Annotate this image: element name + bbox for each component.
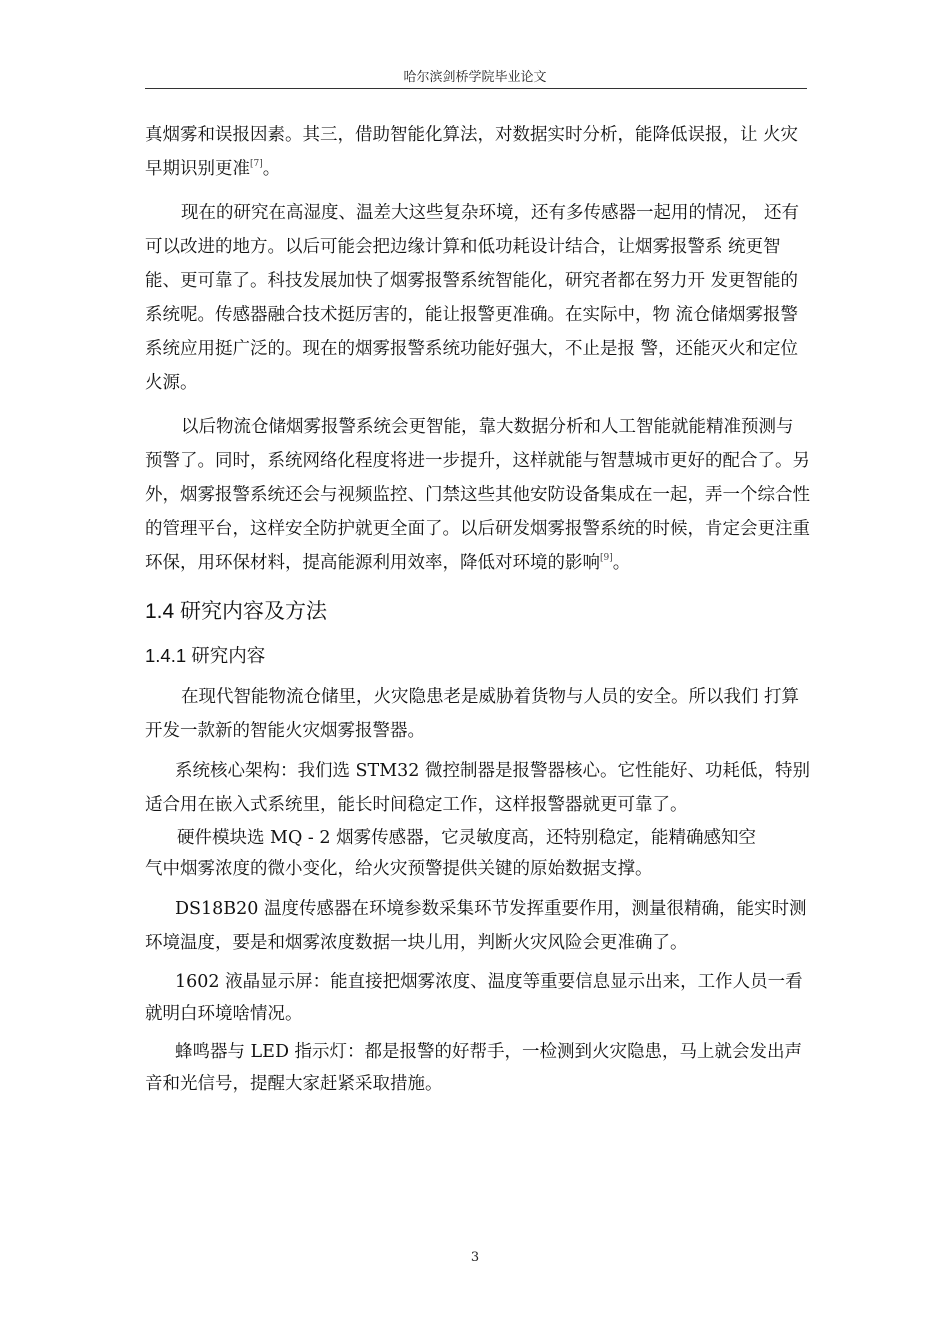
paragraph-text: 以后物流仓储烟雾报警系统会更智能，靠大数据分析和人工智能就能精准预测与预警了。同时，系统网络化程度将进一步提升，这样就能与智慧城市更好的配合了。另外，烟雾报警系统还会与视频监控、门禁这些其他安防设备集成在一起，弄一个综合性的管理平台，这样安全防护就更全面了。以后研发烟雾报警系统的时候，肯定会更注重环保，用环保材料，提高能源利用效率，降低对环境的影响	[145, 417, 810, 573]
paragraph-buzzer-led: 蜂鸣器与 LED 指示灯：都是报警的好帮手，一检测到火灾隐患，马上就会发出声音和光信号，提醒大家赶紧采取措施。	[145, 1042, 803, 1094]
paragraph-hardware-mq2-continued: 气中烟雾浓度的微小变化，给火灾预警提供关键的原始数据支撑。	[145, 859, 653, 879]
paragraph-text: 真烟雾和误报因素。其三，借助智能化算法，对数据实时分析，能降低误报，让 火灾早期识别更准	[145, 125, 799, 179]
paragraph-future-outlook	[145, 410, 810, 580]
paragraph-end: 。	[262, 159, 281, 179]
paragraph-ds18b20: DS18B20 温度传感器在环境参数采集环节发挥重要作用，测量很精确，能实时测环境温度，要是和烟雾浓度数据一块儿用，判断火灾风险会更准确了。	[145, 899, 807, 953]
page-header: 哈尔滨剑桥学院毕业论文	[403, 70, 547, 85]
paragraph-end: 。	[612, 553, 631, 573]
paragraph-lcd1602: 1602 液晶显示屏：能直接把烟雾浓度、温度等重要信息显示出来，工作人员一看就明白环境啥情况。	[145, 972, 803, 1024]
paragraph-intro-continuation	[145, 118, 810, 186]
section-heading: 1.4 研究内容及方法	[145, 600, 328, 623]
subsection-heading: 1.4.1 研究内容	[145, 645, 266, 666]
paragraph-hardware-mq2: 硬件模块选 MQ - 2 烟雾传感器，它灵敏度高，还特别稳定，能精确感知空	[177, 828, 757, 848]
header-divider	[145, 88, 807, 89]
citation-ref: [7]	[250, 159, 263, 169]
paragraph-background: 在现代智能物流仓储里，火灾隐患老是威胁着货物与人员的安全。所以我们 打算开发一款新的智能火灾烟雾报警器。	[145, 687, 800, 741]
page-number: 3	[470, 1250, 480, 1265]
paragraph-core-architecture: 系统核心架构：我们选 STM32 微控制器是报警器核心。它性能好、功耗低，特别适合用在嵌入式系统里，能长时间稳定工作，这样报警器就更可靠了。	[145, 761, 810, 815]
paragraph-current-research: 现在的研究在高湿度、温差大这些复杂环境，还有多传感器一起用的情况， 还有可以改进的地方。以后可能会把边缘计算和低功耗设计结合，让烟雾报警系 统更智能、更可靠了。科技发展加快了烟雾报警系统智能化，研究者都在努力开 发更智能的系统呢。传感器融合技术挺厉害的，能让报警更准确。在实际中，物 流仓储烟雾报警系统应用挺广泛的。现在的烟雾报警系统功能好强大，不止是报 警，还能灭火和定位火源。	[145, 203, 800, 393]
citation-ref: [9]	[600, 553, 613, 563]
document-body	[145, 118, 810, 1106]
